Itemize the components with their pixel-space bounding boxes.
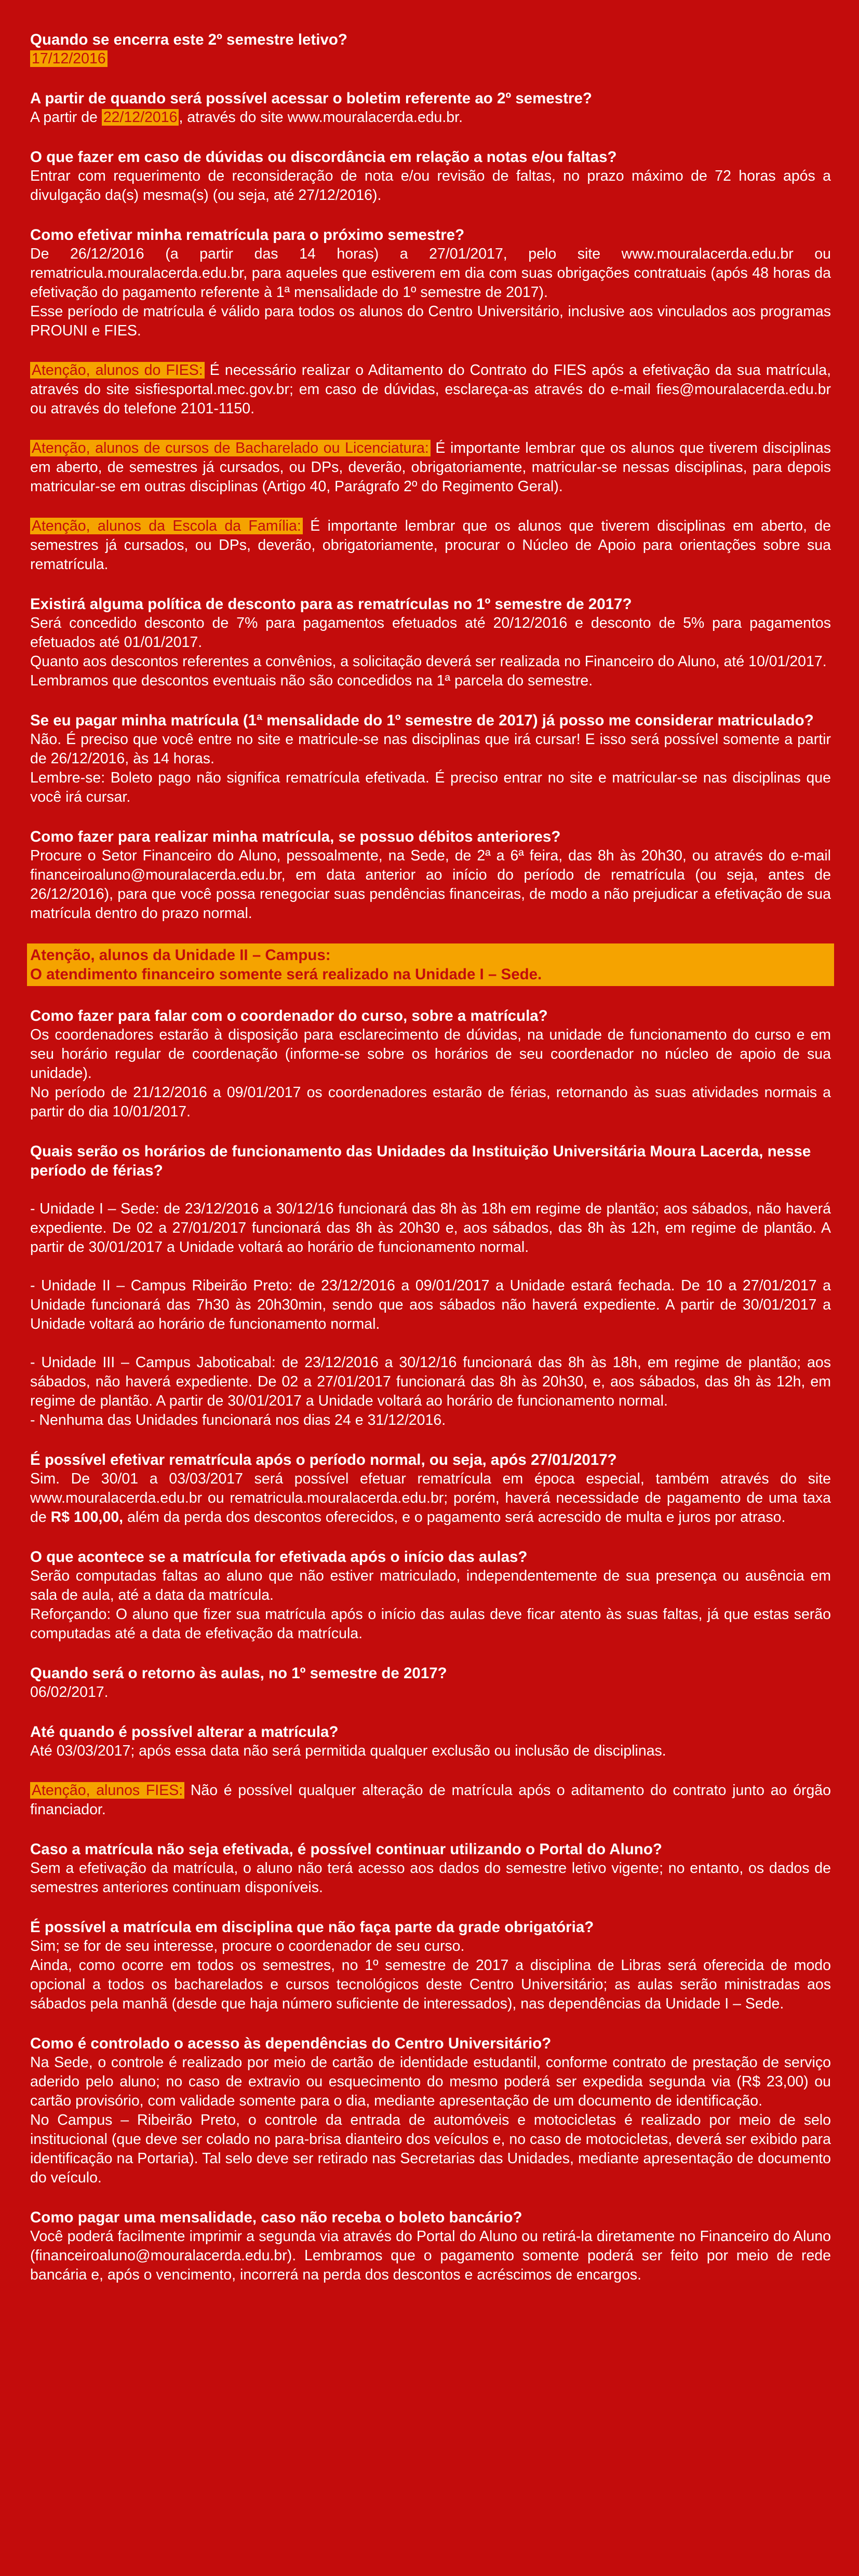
answer: Até 03/03/2017; após essa data não será permitida qualquer exclusão ou inclusão de disciplinas. — [30, 1743, 666, 1759]
notice-highlight: Atenção, alunos do FIES: — [30, 362, 205, 379]
question: Caso a matrícula não seja efetivada, é possível continuar utilizando o Portal do Aluno? — [30, 1841, 662, 1858]
question: É possível a matrícula em disciplina que não faça parte da grade obrigatória? — [30, 1919, 594, 1936]
answer: Ainda, como ocorre em todos os semestres, no 1º semestre de 2017 a disciplina de Libras será oferecida de modo opcional a todos os bacharelados e cursos tecnológicos deste Centro Universitário; as aulas serão ministradas aos sábados pela manhã (desde que haja número suficiente de interessados), nas dependências da Unidade I – Sede. — [30, 1957, 831, 2012]
faq-optional-subject — [30, 1918, 831, 2014]
answer: Quanto aos descontos referentes a convênios, a solicitação deverá ser realizada no Financeiro do Aluno, até 10/01/2017. — [30, 653, 827, 670]
question: Até quando é possível alterar a matrícula? — [30, 1723, 339, 1741]
question: Quando se encerra este 2º semestre letivo? — [30, 31, 347, 48]
faq-return-date — [30, 1664, 831, 1702]
question: Como fazer para falar com o coordenador do curso, sobre a matrícula? — [30, 1007, 548, 1024]
notice-bachelor: Atenção, alunos de cursos de Bacharelado ou Licenciatura: É importante lembrar que os alunos que tiverem disciplinas em aberto, de semestres já cursados, ou DPs, deverão, obrigatoriamente, matricular-se nessas disciplinas, para depois matricular-se em outras disciplinas (Artigo 40, Parágrafo 2º do Regimento Geral). — [30, 440, 831, 495]
faq-late-enrollment — [30, 1450, 831, 1527]
notice-unidade-ii — [30, 943, 831, 986]
answer: Será concedido desconto de 7% para pagamentos efetuados até 20/12/2016 e desconto de 5% para pagamentos efetuados até 01/01/2017. — [30, 615, 831, 651]
unit-hours-item: - Unidade I – Sede: de 23/12/2016 a 30/12/16 funcionará das 8h às 18h em regime de plantão; aos sábados, não haverá expediente. De 02 a 27/01/2017 funcionará das 8h às 20h30 e, aos sábados, das 8h às 12h, em regime de plantão. A partir de 30/01/2017 a Unidade voltará ao horário de funcionamento normal. — [30, 1201, 831, 1256]
faq-boleto — [30, 2208, 831, 2285]
faq-change-enrollment — [30, 1722, 831, 1761]
answer: No Campus – Ribeirão Preto, o controle da entrada de automóveis e motocicletas é realizado por meio de selo institucional (que deve ser colado no para-brisa dianteiro dos veículos e, no caso de motocicletas, deverá ser exibido para identificação na Portaria). Tal selo deve ser retirado nas Secretarias das Unidades, mediante apresentação de documento do veículo. — [30, 2112, 831, 2186]
unit-hours-item: - Unidade III – Campus Jaboticabal: de 23/12/2016 a 30/12/16 funcionará das 8h às 18h, em regime de plantão; aos sábados, não haverá expediente. De 02 a 27/01/2017 funcionará das 8h às 20h30, e, aos sábados, das 8h às 12h, em regime de plantão. A partir de 30/01/2017 a Unidade voltará ao horário de funcionamento normal. — [30, 1354, 831, 1409]
answer: Você poderá facilmente imprimir a segunda via através do Portal do Aluno ou retirá-la diretamente no Financeiro do Aluno (financeiroaluno@mouralacerda.edu.br). Lembramos que o pagamento somente poderá ser feito por meio de rede bancária e, após o vencimento, incorrerá na perda dos descontos e acréscimos de encargos. — [30, 2228, 831, 2283]
notice-highlight: Atenção, alunos da Escola da Família: — [30, 518, 303, 534]
answer: Os coordenadores estarão à disposição para esclarecimento de dúvidas, na unidade de funcionamento do curso e em seu horário regular de coordenação (informe-se sobre os horários de seu coordenador no núcleo de apoio de sua unidade). — [30, 1027, 831, 1082]
answer: De 26/12/2016 (a partir das 14 horas) a 27/01/2017, pelo site www.mouralacerda.edu.br ou rematricula.mouralacerda.edu.br, para aqueles que estiverem em dia com suas obrigações contratuais (após 48 horas da efetivação do pagamento referente à 1ª mensalidade do 1º semestre de 2017). — [30, 246, 831, 301]
unit-hours-item: - Unidade II – Campus Ribeirão Preto: de 23/12/2016 a 09/01/2017 a Unidade estará fechada. De 10 a 27/01/2017 a Unidade funcionará das 7h30 às 20h30min, sendo que aos sábados não haverá expediente. A partir de 30/01/2017 a Unidade voltará ao horário de funcionamento normal. — [30, 1277, 831, 1332]
fee-amount: R$ 100,00, — [50, 1509, 124, 1526]
question: A partir de quando será possível acessar o boletim referente ao 2º semestre? — [30, 90, 592, 107]
faq-semester-end — [30, 30, 831, 69]
faq-after-classes-start — [30, 1547, 831, 1643]
question: O que acontece se a matrícula for efetivada após o início das aulas? — [30, 1548, 528, 1566]
answer: Entrar com requerimento de reconsideração de nota e/ou revisão de faltas, no prazo máximo de 72 horas após a divulgação da(s) mesma(s) (ou seja, até 27/12/2016). — [30, 168, 831, 204]
faq-coordinator — [30, 1006, 831, 1122]
question: O que fazer em caso de dúvidas ou discordância em relação a notas e/ou faltas? — [30, 149, 617, 166]
answer: A partir de 22/12/2016 , através do site www.mouralacerda.edu.br. — [30, 109, 463, 126]
question: Existirá alguma política de desconto para as rematrículas no 1º semestre de 2017? — [30, 596, 632, 613]
faq-report-card — [30, 89, 831, 127]
faq-access-control — [30, 2034, 831, 2188]
question: Quando será o retorno às aulas, no 1º semestre de 2017? — [30, 1665, 447, 1682]
faq-payment-enrolled — [30, 711, 831, 807]
unit-hours-item: - Nenhuma das Unidades funcionará nos dias 24 e 31/12/2016. — [30, 1412, 446, 1428]
notice-box: Atenção, alunos da Unidade II – Campus: O atendimento financeiro somente será realizado na Unidade I – Sede. — [27, 943, 834, 986]
answer: Esse período de matrícula é válido para todos os alunos do Centro Universitário, inclusive aos vinculados aos programas PROUNI e FIES. — [30, 303, 831, 339]
answer: Lembre-se: Boleto pago não significa rematrícula efetivada. É preciso entrar no site e matricular-se nas disciplinas que você irá cursar. — [30, 770, 831, 805]
question: Como efetivar minha rematrícula para o próximo semestre? — [30, 226, 465, 244]
answer: Sem a efetivação da matrícula, o aluno não terá acesso aos dados do semestre letivo vigente; no entanto, os dados de semestres anteriores continuam disponíveis. — [30, 1860, 831, 1896]
answer: 06/02/2017. — [30, 1684, 109, 1701]
question: Se eu pagar minha matrícula (1ª mensalidade do 1º semestre de 2017) já posso me considerar matriculado? — [30, 712, 814, 729]
notice-fies: Atenção, alunos do FIES: É necessário realizar o Aditamento do Contrato do FIES após a efetivação da sua matrícula, através do site sisfiesportal.mec.gov.br; em caso de dúvidas, esclareça-as através do e-mail fies@mouralacerda.edu.br ou através do telefone 2101-1150. — [30, 362, 831, 417]
notice-fies-change: Atenção, alunos FIES: Não é possível qualquer alteração de matrícula após o aditamento do contrato junto ao órgão financiador. — [30, 1782, 831, 1818]
date-highlight: 22/12/2016 — [102, 109, 179, 126]
faq-enrollment — [30, 225, 831, 341]
date-highlight: 17/12/2016 — [30, 50, 108, 67]
notice-escola-familia: Atenção, alunos da Escola da Família: É importante lembrar que os alunos que tiverem disciplinas em aberto, de semestres já cursados, ou DPs, deverão, obrigatoriamente, procurar o Núcleo de Apoio para orientações sobre sua rematrícula. — [30, 518, 831, 573]
answer: Na Sede, o controle é realizado por meio de cartão de identidade estudantil, conforme contrato de prestação de serviço aderido pelo aluno; no caso de extravio ou esquecimento do mesmo poderá ser expedida segunda via (R$ 23,00) ou cartão provisório, com validade somente para o dia, mediante apresentação de um documento de identificação. — [30, 2054, 831, 2109]
question: Como é controlado o acesso às dependências do Centro Universitário? — [30, 2035, 552, 2052]
question: Como pagar uma mensalidade, caso não receba o boleto bancário? — [30, 2209, 522, 2226]
faq-student-portal — [30, 1840, 831, 1897]
faq-discounts — [30, 595, 831, 691]
answer: Sim; se for de seu interesse, procure o coordenador de seu curso. — [30, 1938, 465, 1954]
question: É possível efetivar rematrícula após o período normal, ou seja, após 27/01/2017? — [30, 1451, 617, 1468]
faq-opening-hours — [30, 1142, 831, 1430]
answer: Serão computadas faltas ao aluno que não estiver matriculado, independentemente de sua presença ou ausência em sala de aula, até a data da matrícula. — [30, 1568, 831, 1603]
answer: Reforçando: O aluno que fizer sua matrícula após o início das aulas deve ficar atento às suas faltas, já que estas serão computadas até a data de efetivação da matrícula. — [30, 1606, 831, 1642]
answer: No período de 21/12/2016 a 09/01/2017 os coordenadores estarão de férias, retornando às suas atividades normais a partir do dia 10/01/2017. — [30, 1084, 831, 1120]
question: Como fazer para realizar minha matrícula, se possuo débitos anteriores? — [30, 828, 561, 845]
answer: Não. É preciso que você entre no site e matricule-se nas disciplinas que irá cursar! E isso será possível somente a partir de 26/12/2016, às 14 horas. — [30, 731, 831, 767]
answer: Lembramos que descontos eventuais não são concedidos na 1ª parcela do semestre. — [30, 672, 593, 689]
answer: Sim. De 30/01 a 03/03/2017 será possível efetuar rematrícula em época especial, também através do site www.mouralacerda.edu.br ou rematricula.mouralacerda.edu.br; porém, haverá necessidade de pagamento de uma taxa de R$ 100,00, além da perda dos descontos oferecidos, e o pagamento será acrescido de multa e juros por atraso. — [30, 1471, 831, 1526]
question: Quais serão os horários de funcionamento das Unidades da Instituição Universitária Moura Lacerda, nesse período de férias? — [30, 1143, 811, 1179]
faq-debts — [30, 827, 831, 923]
notice-highlight: Atenção, alunos FIES: — [30, 1782, 184, 1799]
answer: Procure o Setor Financeiro do Aluno, pessoalmente, na Sede, de 2ª a 6ª feira, das 8h às 20h30, ou através do e-mail financeiroaluno@mouralacerda.edu.br, em data anterior ao início do período de rematrícula (ou seja, antes de 26/12/2016), para que você possa renegociar suas pendências financeiras, de modo a não prejudicar a efetivação de sua matrícula dentro do prazo normal. — [30, 847, 831, 922]
notice-highlight: Atenção, alunos de cursos de Bacharelado ou Licenciatura: — [30, 440, 431, 456]
faq-grade-disputes — [30, 147, 831, 205]
